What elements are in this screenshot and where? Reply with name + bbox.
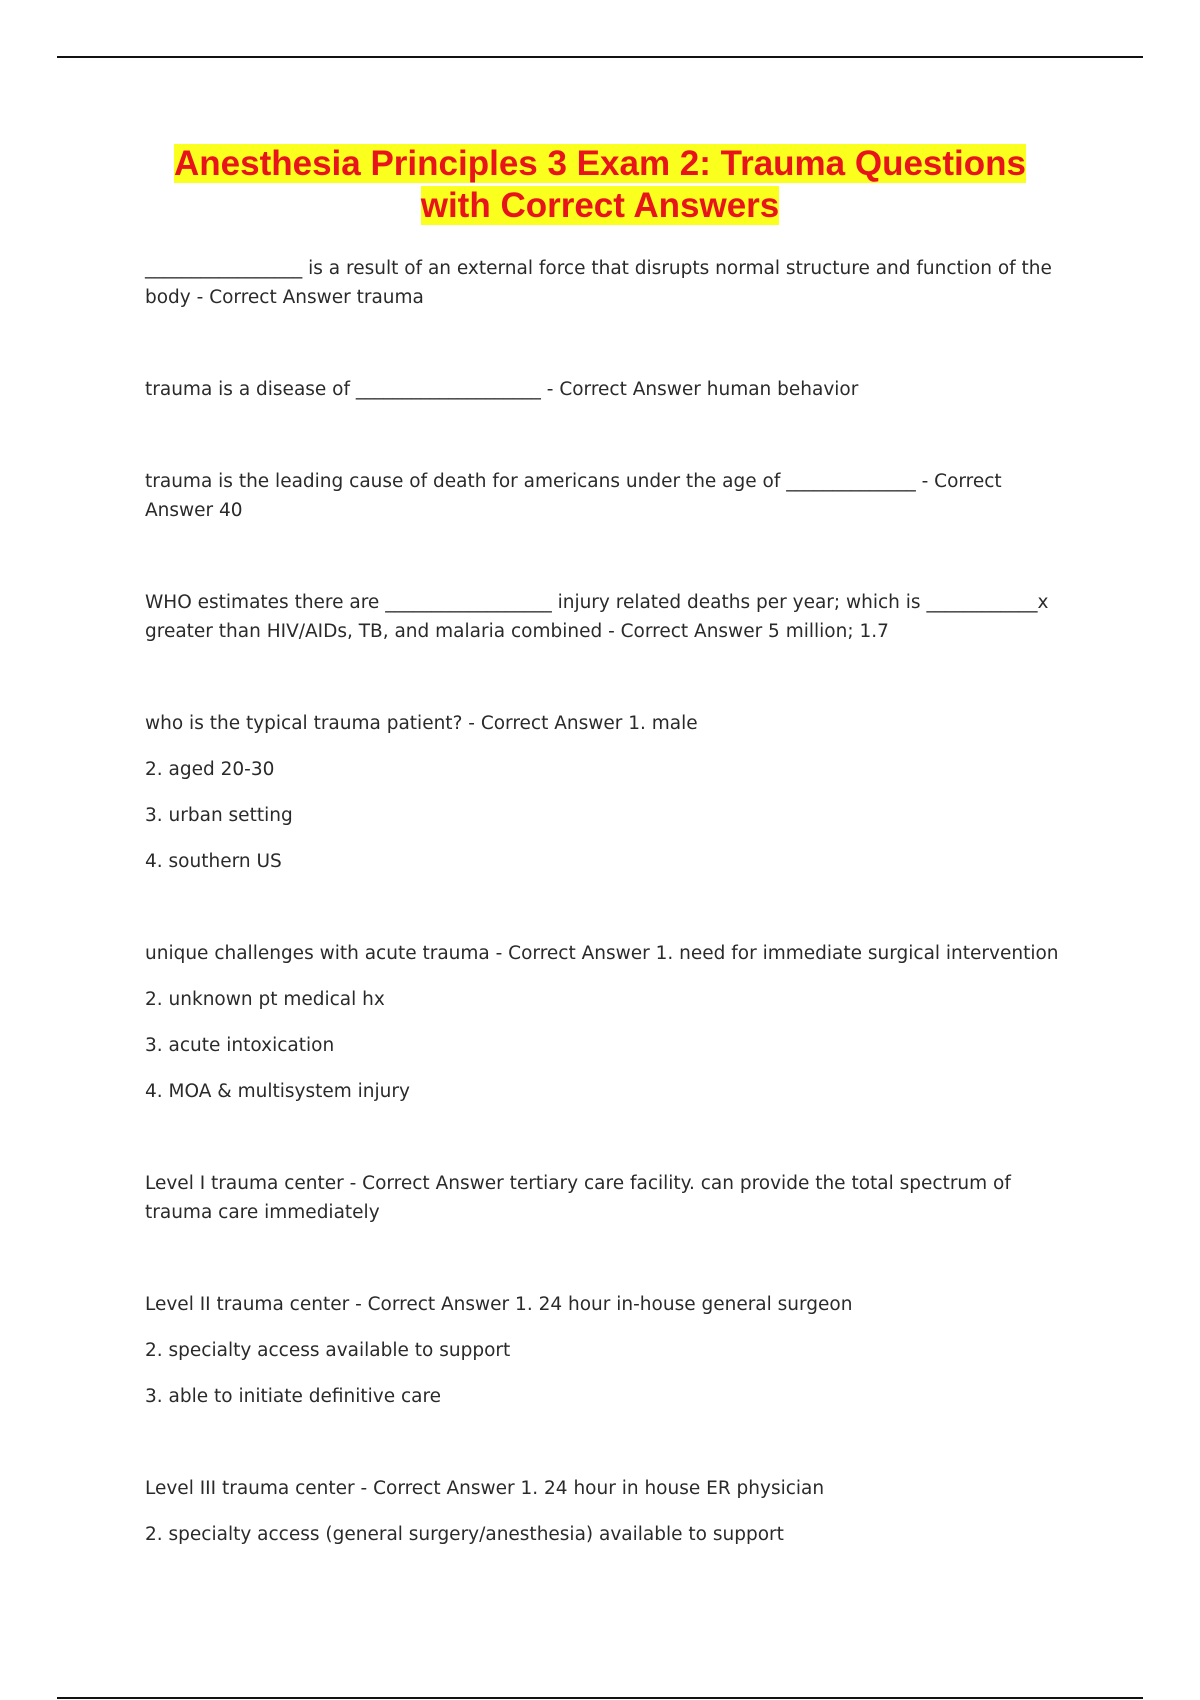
qa-entry-2 [145, 375, 1065, 404]
qa-entry-3 [145, 467, 1065, 525]
document-title [100, 143, 1100, 227]
title-line-1: Anesthesia Principles 3 Exam 2: Trauma Questions [174, 144, 1026, 183]
qa-entry-9 [145, 1474, 1065, 1549]
bottom-rule [57, 1697, 1143, 1699]
qa-text: trauma is the leading cause of death for americans under the age of ______________ - Correct Answer 40 [145, 471, 1002, 521]
qa-list-item: 3. able to initiate definitive care [145, 1386, 442, 1407]
qa-text: Level I trauma center - Correct Answer tertiary care facility. can provide the total spectrum of trauma care immediately [145, 1173, 1011, 1223]
qa-text: Level III trauma center - Correct Answer 1. 24 hour in house ER physician [145, 1478, 825, 1499]
qa-list-item: 4. southern US [145, 851, 282, 872]
qa-list-item: 3. acute intoxication [145, 1035, 335, 1056]
qa-text: Level II trauma center - Correct Answer 1. 24 hour in-house general surgeon [145, 1294, 853, 1315]
qa-list-item: 2. specialty access (general surgery/anesthesia) available to support [145, 1524, 784, 1545]
qa-entry-8 [145, 1290, 1065, 1411]
top-rule [57, 56, 1143, 58]
qa-entry-5 [145, 709, 1065, 876]
qa-text: unique challenges with acute trauma - Correct Answer 1. need for immediate surgical intervention [145, 943, 1059, 964]
qa-entry-6 [145, 939, 1065, 1106]
qa-text: _________________ is a result of an external force that disrupts normal structure and function of the body - Correct Answer trauma [145, 258, 1052, 308]
qa-list-item: 2. aged 20-30 [145, 759, 275, 780]
qa-text: trauma is a disease of ____________________ - Correct Answer human behavior [145, 379, 859, 400]
qa-list-item: 2. unknown pt medical hx [145, 989, 385, 1010]
qa-entry-7 [145, 1169, 1065, 1227]
qa-entry-1 [145, 254, 1065, 312]
qa-entry-4 [145, 588, 1065, 646]
qa-list-item: 3. urban setting [145, 805, 293, 826]
qa-list-item: 4. MOA & multisystem injury [145, 1081, 410, 1102]
title-line-2: with Correct Answers [420, 186, 780, 225]
qa-text: who is the typical trauma patient? - Correct Answer 1. male [145, 713, 698, 734]
qa-text: WHO estimates there are __________________ injury related deaths per year; which is ____________x greater than HIV/AIDs, TB, and malaria combined - Correct Answer 5 million; 1.7 [145, 592, 1049, 642]
qa-list [145, 254, 1065, 1612]
qa-list-item: 2. specialty access available to support [145, 1340, 511, 1361]
